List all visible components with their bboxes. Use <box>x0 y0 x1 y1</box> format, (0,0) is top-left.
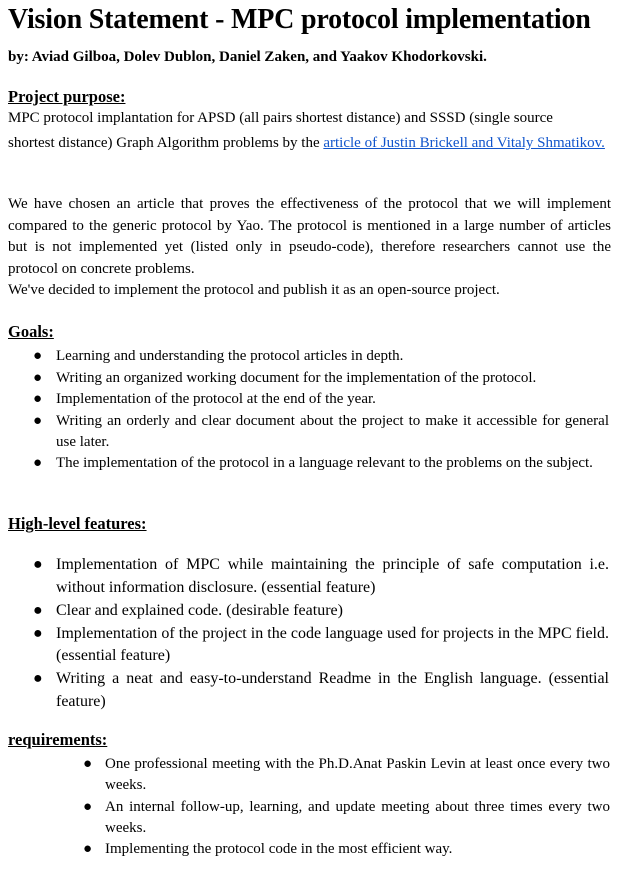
goals-heading: Goals: <box>8 322 54 341</box>
feature-text: Writing a neat and easy-to-understand Readme in the English language. (essential feature) <box>56 670 609 710</box>
feature-item <box>33 668 609 713</box>
goal-item <box>33 368 609 389</box>
bullet-icon: ● <box>33 601 43 619</box>
bullet-icon: ● <box>83 841 93 857</box>
bullet-icon: ● <box>33 556 43 573</box>
purpose-body: We have chosen an article that proves the effectiveness of the protocol that we will implement compared to the generic protocol by Yao. The protocol is mentioned in a large number of articles but is not implemented yet (listed only in pseudo-code), therefore researchers cannot use the protocol on concrete problems. <box>8 196 611 277</box>
goal-text: Implementation of the protocol at the end of the year. <box>56 391 376 407</box>
requirement-text: An internal follow-up, learning, and update meeting about three times every two weeks. <box>105 798 610 836</box>
purpose-line-2 <box>8 133 611 154</box>
feature-item <box>33 623 609 668</box>
bullet-icon: ● <box>83 798 93 815</box>
requirement-item <box>83 839 610 860</box>
purpose-line-1: MPC protocol implantation for APSD (all pairs shortest distance) and SSSD (single source <box>8 110 553 126</box>
bullet-icon: ● <box>33 455 43 471</box>
bullet-icon: ● <box>83 756 93 772</box>
goal-text: Writing an organized working document for the implementation of the protocol. <box>56 369 537 386</box>
features-list <box>33 554 609 714</box>
bullet-icon: ● <box>33 391 43 407</box>
feature-text: Implementation of the project in the code language used for projects in the MPC field. (essential feature) <box>56 624 609 664</box>
bullet-icon: ● <box>33 624 43 642</box>
purpose-body-2: We've decided to implement the protocol and publish it as an open-source project. <box>8 282 500 298</box>
requirements-list <box>83 754 610 861</box>
page-title: Vision Statement - MPC protocol implementation <box>8 4 591 35</box>
bullet-icon: ● <box>33 369 43 386</box>
goal-item <box>33 453 609 474</box>
bullet-icon: ● <box>33 348 43 364</box>
feature-text: Implementation of MPC while maintaining the principle of safe computation i.e. without information disclosure. (essential feature) <box>56 556 609 596</box>
feature-item <box>33 600 609 623</box>
features-heading: High-level features: <box>8 514 147 533</box>
bullet-icon: ● <box>33 412 43 429</box>
feature-text: Clear and explained code. (desirable feature) <box>56 601 343 619</box>
article-link[interactable]: article of Justin Brickell and Vitaly Shmatikov. <box>323 135 605 151</box>
requirement-text: One professional meeting with the Ph.D.Anat Paskin Levin at least once every two weeks. <box>105 756 610 793</box>
goals-list <box>33 346 609 475</box>
goal-text: Learning and understanding the protocol articles in depth. <box>56 348 404 364</box>
goal-item <box>33 411 609 453</box>
purpose-heading: Project purpose: <box>8 87 126 106</box>
requirement-text: Implementing the protocol code in the most efficient way. <box>105 841 453 857</box>
requirements-heading: requirements: <box>8 730 108 749</box>
authors-line: by: Aviad Gilboa, Dolev Dublon, Daniel Zaken, and Yaakov Khodorkovski. <box>8 49 487 65</box>
requirement-item <box>83 797 610 839</box>
purpose-line-2-text: shortest distance) Graph Algorithm problems by the <box>8 135 324 151</box>
goal-item <box>33 389 609 410</box>
goal-item <box>33 346 609 367</box>
goal-text: The implementation of the protocol in a language relevant to the problems on the subject. <box>56 455 593 471</box>
goal-text: Writing an orderly and clear document about the project to make it accessible for general use later. <box>56 412 609 450</box>
requirement-item <box>83 754 610 796</box>
feature-item <box>33 554 609 599</box>
bullet-icon: ● <box>33 670 43 687</box>
